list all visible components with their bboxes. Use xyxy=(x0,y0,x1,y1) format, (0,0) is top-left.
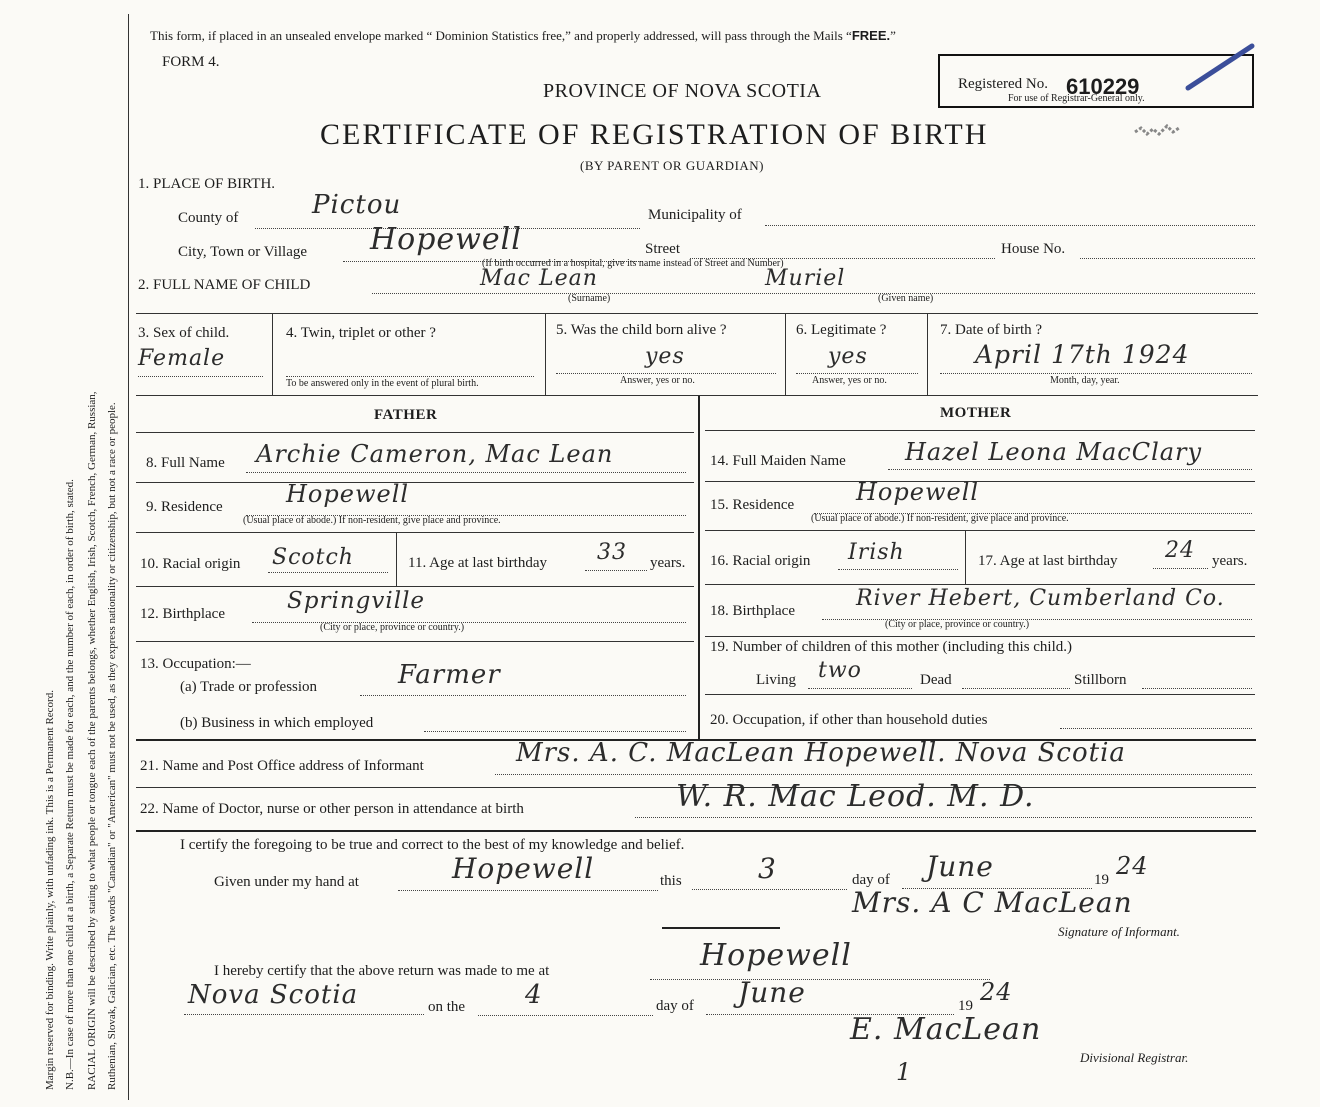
mother-birthplace-label: 18. Birthplace xyxy=(710,603,795,619)
father-birthplace-label: 12. Birthplace xyxy=(140,606,225,622)
given-caption: (Given name) xyxy=(878,293,934,304)
certify-year-prefix: 19 xyxy=(1094,872,1109,888)
certify-text: I certify the foregoing to be true and correct to the best of my knowledge and belief. xyxy=(180,837,685,853)
registrar-day-of: day of xyxy=(656,998,694,1014)
father-row-rule-2 xyxy=(136,532,694,533)
mother-name-label: 14. Full Maiden Name xyxy=(710,453,846,469)
margin-note-4: Ruthenian, Slovak, Galician, etc. The words "Canadian" or "American" must not be used, as they express nationality or citizenship, but not a race or people. xyxy=(106,402,118,1090)
certify-this: this xyxy=(660,873,682,889)
alive-line xyxy=(556,373,776,374)
father-residence-label: 9. Residence xyxy=(146,499,223,515)
given-day-line xyxy=(692,889,847,890)
registrar-place-line xyxy=(650,979,990,980)
father-business-line xyxy=(424,731,686,732)
registrar-use-note: For use of Registrar-General only. xyxy=(1008,93,1145,104)
house-label: House No. xyxy=(1001,241,1066,257)
legitimate-label: 6. Legitimate ? xyxy=(796,322,887,338)
row3-divider-4 xyxy=(927,313,928,395)
mother-years: years. xyxy=(1212,553,1248,569)
father-race-label: 10. Racial origin xyxy=(140,556,241,572)
mother-row-rule-1 xyxy=(705,481,1255,482)
margin-note-3: RACIAL ORIGIN will be described by stating to what people or tongue each of the parents belongs, whether English, Irish, Scotch, French, German, Russian, xyxy=(86,391,98,1090)
father-age-label: 11. Age at last birthday xyxy=(408,555,547,571)
registrar-mark: 1 xyxy=(896,1058,913,1086)
dead-line xyxy=(962,688,1070,689)
mother-residence-label: 15. Residence xyxy=(710,497,795,513)
mother-heading-rule xyxy=(705,430,1255,431)
father-name: Archie Cameron, Mac Lean xyxy=(256,440,614,468)
twin-label: 4. Twin, triplet or other ? xyxy=(286,325,436,341)
father-years: years. xyxy=(650,555,686,571)
house-line xyxy=(1080,258,1255,259)
registrar-place2: Nova Scotia xyxy=(188,980,359,1010)
father-birthplace: Springville xyxy=(287,588,426,614)
father-trade: Farmer xyxy=(398,660,501,690)
given-under-label: Given under my hand at xyxy=(214,874,359,890)
twin-note: To be answered only in the event of plural birth. xyxy=(286,378,479,389)
mother-occupation-label: 20. Occupation, if other than household duties xyxy=(710,712,988,728)
stillborn-label: Stillborn xyxy=(1074,672,1127,688)
doctor-label: 22. Name of Doctor, nurse or other person in attendance at birth xyxy=(140,801,524,817)
registrar-place: Hopewell xyxy=(700,938,852,973)
father-name-line xyxy=(246,472,686,473)
living-label: Living xyxy=(756,672,796,688)
city-label: City, Town or Village xyxy=(178,244,308,260)
county-label: County of xyxy=(178,210,239,226)
row3-divider-3 xyxy=(785,313,786,395)
mother-name-line xyxy=(888,469,1252,470)
place-of-birth-label: 1. PLACE OF BIRTH. xyxy=(138,176,276,192)
registered-number: 610229 xyxy=(1066,74,1140,99)
postal-notice: This form, if placed in an unsealed envelope marked “ Dominion Statistics free,” and properly addressed, will pass through the Mails “FREE.” xyxy=(150,28,896,43)
dob-value: April 17th 1924 xyxy=(975,340,1190,369)
given-place-line xyxy=(398,890,658,891)
certify-day-of: day of xyxy=(852,872,890,888)
father-age-line xyxy=(585,570,647,571)
father-race-line xyxy=(268,572,388,573)
dob-label: 7. Date of birth ? xyxy=(940,322,1043,338)
mother-row-rule-4 xyxy=(705,636,1255,637)
father-trade-label: (a) Trade or profession xyxy=(180,679,318,695)
margin-note-2: N.B.—In case of more than one child at a birth, a Separate Return must be made for each, and the number of each, in order of birth, stated. xyxy=(64,479,76,1090)
certificate-title: CERTIFICATE OF REGISTRATION OF BIRTH xyxy=(320,118,989,151)
blue-pen-mark xyxy=(1180,40,1260,100)
mother-race: Irish xyxy=(848,540,905,565)
living-value: two xyxy=(818,658,862,683)
registrar-place2-line xyxy=(184,1014,424,1015)
child-surname: Mac Lean xyxy=(480,266,598,291)
municipality-line xyxy=(765,225,1255,226)
row3-divider-2 xyxy=(545,313,546,395)
informant-signature: Mrs. A C MacLean xyxy=(852,886,1133,919)
dead-label: Dead xyxy=(920,672,952,688)
informant-signature-caption: Signature of Informant. xyxy=(1058,924,1180,939)
father-heading-rule xyxy=(136,432,694,433)
living-line xyxy=(808,688,912,689)
father-residence-note: (Usual place of abode.) If non-resident, give place and province. xyxy=(243,515,501,526)
mother-occupation-line xyxy=(1060,728,1252,729)
given-place: Hopewell xyxy=(452,852,595,885)
sex-value: Female xyxy=(138,346,226,371)
registrar-day-line xyxy=(478,1015,653,1016)
street-label: Street xyxy=(645,241,680,257)
registrar-year: 24 xyxy=(980,978,1013,1006)
father-name-label: 8. Full Name xyxy=(146,455,225,471)
mother-birthplace-note: (City or place, province or country.) xyxy=(885,619,1030,630)
informant-line xyxy=(495,774,1252,775)
doctor-value: W. R. Mac Leod. M. D. xyxy=(676,779,1035,814)
row3-top-border xyxy=(136,313,1258,314)
mother-children-label: 19. Number of children of this mother (including this child.) xyxy=(710,639,1073,655)
given-year: 24 xyxy=(1116,852,1149,880)
mother-heading: MOTHER xyxy=(940,405,1012,421)
mother-race-divider xyxy=(965,530,966,584)
surname-caption: (Surname) xyxy=(568,293,611,304)
child-given-name: Muriel xyxy=(765,266,846,291)
certificate-subtitle: (BY PARENT OR GUARDIAN) xyxy=(580,158,765,173)
row3-divider-1 xyxy=(272,313,273,395)
parents-divider xyxy=(698,396,700,739)
mother-age-label: 17. Age at last birthday xyxy=(978,553,1118,569)
father-row-rule-3 xyxy=(136,586,694,587)
mother-residence: Hopewell xyxy=(856,478,980,506)
registrar-signature: E. MacLean xyxy=(850,1012,1042,1047)
registered-label: Registered No. xyxy=(958,76,1048,92)
father-row-rule-1 xyxy=(136,482,694,483)
mother-age: 24 xyxy=(1165,538,1195,563)
father-trade-line xyxy=(360,695,686,696)
given-month: June xyxy=(926,850,994,883)
father-occupation-label: 13. Occupation:— xyxy=(140,656,251,672)
child-name-label: 2. FULL NAME OF CHILD xyxy=(138,277,311,293)
sex-label: 3. Sex of child. xyxy=(138,325,230,341)
sex-line xyxy=(138,376,263,377)
father-residence: Hopewell xyxy=(286,480,410,508)
registrar-signature-caption: Divisional Registrar. xyxy=(1080,1050,1189,1065)
legitimate-value: yes xyxy=(828,344,868,369)
mother-birthplace: River Hebert, Cumberland Co. xyxy=(856,586,1225,611)
doctor-line xyxy=(635,817,1252,818)
city-value: Hopewell xyxy=(370,222,522,257)
mother-race-line xyxy=(838,569,958,570)
mother-race-label: 16. Racial origin xyxy=(710,553,811,569)
municipality-label: Municipality of xyxy=(648,207,742,223)
registrar-day: 4 xyxy=(525,980,543,1010)
province-heading: PROVINCE OF NOVA SCOTIA xyxy=(543,80,822,102)
binding-margin-line xyxy=(128,14,129,1100)
row3-bottom-border xyxy=(136,395,1258,396)
stamp-smudge xyxy=(1130,112,1200,142)
margin-note-1: Margin reserved for binding. Write plainly, with unfading ink. This is a Permanent Record. xyxy=(44,690,56,1090)
mother-row-rule-3 xyxy=(705,584,1255,585)
mother-name: Hazel Leona MacClary xyxy=(905,438,1203,466)
county-value: Pictou xyxy=(312,190,402,220)
registrar-month: June xyxy=(738,976,806,1009)
alive-note: Answer, yes or no. xyxy=(620,375,695,386)
mother-age-line xyxy=(1153,568,1208,569)
mother-residence-note: (Usual place of abode.) If non-resident, give place and province. xyxy=(811,513,1069,524)
dob-note: Month, day, year. xyxy=(1050,375,1120,386)
dob-line xyxy=(940,373,1252,374)
father-race: Scotch xyxy=(272,545,354,570)
form-number: FORM 4. xyxy=(162,54,220,70)
father-age: 33 xyxy=(597,540,627,565)
hospital-note: (If birth occurred in a hospital, give its name instead of Street and Number) xyxy=(482,258,784,269)
alive-value: yes xyxy=(645,344,685,369)
child-name-line xyxy=(372,293,1255,294)
twin-line xyxy=(286,376,534,377)
legitimate-note: Answer, yes or no. xyxy=(812,375,887,386)
mother-row-rule-2 xyxy=(705,530,1255,531)
certification-separator xyxy=(662,927,780,929)
alive-label: 5. Was the child born alive ? xyxy=(556,322,727,338)
doctor-rule xyxy=(136,830,1256,832)
father-business-label: (b) Business in which employed xyxy=(180,715,374,731)
father-row-rule-4 xyxy=(136,641,694,642)
legitimate-line xyxy=(796,373,918,374)
father-birthplace-line xyxy=(252,622,686,623)
informant-label: 21. Name and Post Office address of Informant xyxy=(140,758,424,774)
registrar-on-the: on the xyxy=(428,999,466,1015)
given-day: 3 xyxy=(758,852,777,885)
father-race-divider xyxy=(396,532,397,586)
mother-row-rule-5 xyxy=(705,694,1255,695)
father-birthplace-note: (City or place, province or country.) xyxy=(320,622,465,633)
informant-value: Mrs. A. C. MacLean Hopewell. Nova Scotia xyxy=(516,738,1126,768)
stillborn-line xyxy=(1142,688,1252,689)
registrar-text: I hereby certify that the above return was made to me at xyxy=(214,963,550,979)
registrar-year-prefix: 19 xyxy=(958,998,973,1014)
father-heading: FATHER xyxy=(374,407,438,423)
